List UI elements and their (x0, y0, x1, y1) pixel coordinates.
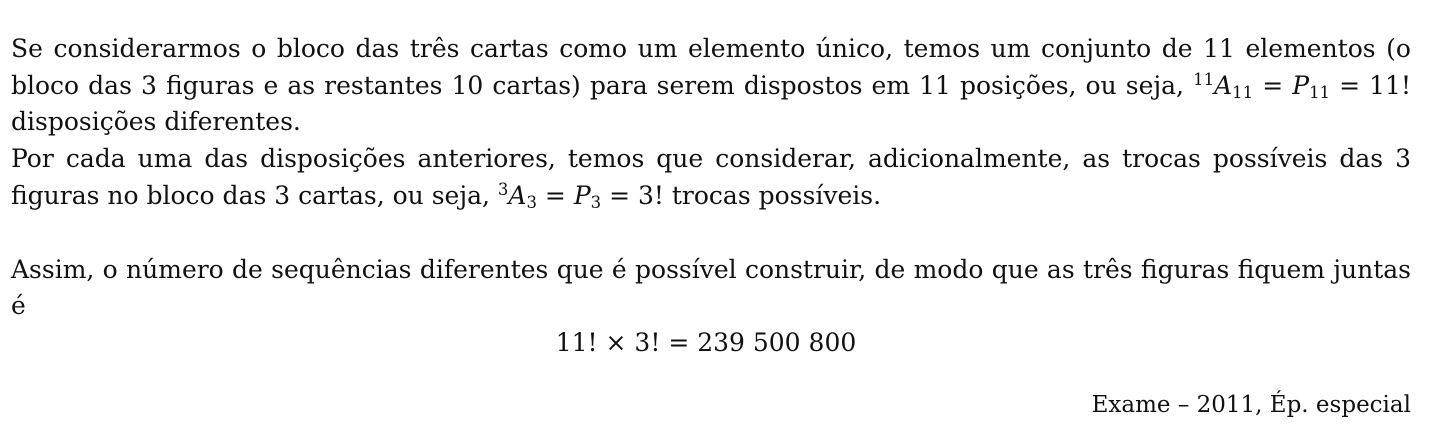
solution-text (11, 31, 1411, 362)
arrangement-1-subscript: 11 (1232, 83, 1254, 103)
permutation-2-subscript: 3 (590, 193, 602, 213)
result-1: 11! (1369, 70, 1412, 100)
equals-1a: = (1253, 70, 1293, 100)
permutation-1-subscript: 11 (1309, 83, 1331, 103)
result-2: 3! (637, 180, 664, 210)
paragraph-2-text-before: Por cada uma das disposições anteriores, temos que considerar, adicionalmente, as trocas possíveis das 3 figuras no bloco das 3 cartas, ou seja, (11, 144, 1411, 210)
equals-2a: = (536, 180, 574, 210)
paragraph-spacer (11, 215, 1411, 252)
paragraph-1 (11, 31, 1411, 141)
paragraph-1-text-before: Se considerarmos o bloco das três cartas como um elemento único, temos um conjunto de 11 elementos (o bloco das 3 figuras e as restantes 10 cartas) para serem dispostos em 11 posições, ou seja, (11, 34, 1411, 100)
paragraph-2-text-after: trocas possíveis. (663, 180, 882, 210)
equals-1b: = (1330, 70, 1370, 100)
equals-2b: = (601, 180, 638, 210)
paragraph-2 (11, 141, 1411, 214)
permutation-1-symbol: P (1292, 70, 1310, 100)
display-equation: 11! × 3! = 239 500 800 (555, 327, 857, 357)
paragraph-3: Assim, o número de sequências diferentes que é possível construir, de modo que as três figuras fiquem juntas é (11, 254, 1411, 321)
arrangement-2-pre-superscript: 3 (497, 179, 509, 199)
arrangement-2-symbol: A (508, 180, 527, 210)
arrangement-formula-1 (1193, 69, 1412, 103)
arrangement-1-pre-superscript: 11 (1193, 69, 1215, 89)
exam-source-label: Exame – 2011, Ép. especial (1091, 392, 1411, 418)
arrangement-formula-2 (497, 179, 664, 213)
permutation-2-symbol: P (573, 180, 591, 210)
arrangement-2-subscript: 3 (526, 193, 537, 213)
arrangement-1-symbol: A (1214, 70, 1233, 100)
paragraph-1-text-after: disposições diferentes. (11, 107, 301, 137)
